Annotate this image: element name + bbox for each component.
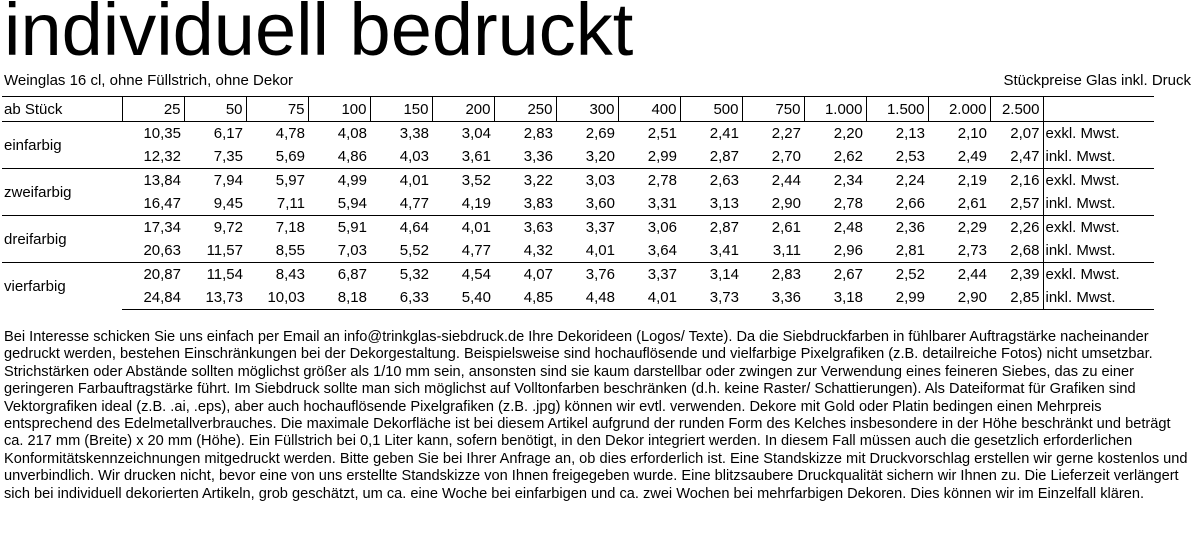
price-cell: 2,07: [1010, 125, 1040, 142]
row-label: dreifarbig: [2, 216, 122, 263]
price-cell: 2,70: [771, 148, 801, 165]
price-cell: 2,51: [647, 125, 677, 142]
price-cell: 4,01: [370, 169, 432, 193]
price-cell: 17,34: [122, 216, 184, 240]
quantity-header-cell: 250: [494, 97, 556, 122]
price-cell: 2,53: [895, 148, 925, 165]
price-cell: 4,77: [461, 242, 491, 259]
price-cell: 3,37: [618, 263, 680, 287]
price-cell: 9,45: [213, 195, 243, 212]
price-cell: 2,16: [990, 169, 1043, 193]
table-row: [2, 263, 1154, 287]
price-cell: 3,22: [494, 169, 556, 193]
price-cell: 3,41: [709, 242, 739, 259]
price-cell: 4,85: [494, 286, 556, 310]
price-cell: 7,11: [276, 195, 305, 212]
quantity-header-cell: 300: [556, 97, 618, 122]
price-cell: 2,73: [957, 242, 987, 259]
quantity-header-cell: 200: [432, 97, 494, 122]
price-cell: 2,69: [585, 125, 615, 142]
price-cell: 2,41: [709, 125, 739, 142]
price-cell: 2,67: [804, 263, 866, 287]
price-cell: 9,72: [184, 216, 246, 240]
price-cell: 13,73: [184, 286, 246, 310]
row-label: einfarbig: [2, 122, 122, 169]
table-row: [2, 192, 1154, 216]
price-cell: 3,37: [556, 216, 618, 240]
price-cell: 3,31: [647, 195, 677, 212]
price-cell: 13,84: [122, 169, 184, 193]
table-row: [2, 286, 1154, 310]
tax-note: inkl. Mwst.: [1043, 239, 1154, 263]
price-cell: 3,83: [523, 195, 553, 212]
tax-note: inkl. Mwst.: [1043, 286, 1154, 310]
price-cell: 2,49: [957, 148, 987, 165]
price-cell: 2,20: [833, 125, 863, 142]
price-cell: 2,47: [1010, 148, 1040, 165]
price-cell: 3,38: [399, 125, 429, 142]
price-cell: 2,44: [928, 263, 990, 287]
price-cell: 4,08: [337, 125, 367, 142]
price-cell: 3,36: [523, 148, 553, 165]
price-cell: 2,87: [709, 148, 739, 165]
price-cell: 2,85: [990, 286, 1043, 310]
quantity-header-cell: 75: [246, 97, 308, 122]
price-cell: 4,86: [337, 148, 367, 165]
price-cell: 2,39: [990, 263, 1043, 287]
price-cell: 2,68: [1010, 242, 1040, 259]
price-cell: 3,36: [742, 286, 804, 310]
price-cell: 2,13: [895, 125, 925, 142]
price-cell: 20,87: [122, 263, 184, 287]
price-cell: 8,43: [246, 263, 308, 287]
price-cell: 2,44: [742, 169, 804, 193]
tax-note: inkl. Mwst.: [1043, 192, 1154, 216]
price-cell: 2,66: [895, 195, 925, 212]
price-cell: 2,83: [523, 125, 553, 142]
price-cell: 3,13: [709, 195, 739, 212]
price-cell: 2,81: [895, 242, 925, 259]
price-cell: 2,78: [833, 195, 863, 212]
price-cell: 2,48: [804, 216, 866, 240]
price-cell: 2,99: [647, 148, 677, 165]
tax-note: exkl. Mwst.: [1043, 263, 1154, 287]
price-cell: 11,54: [184, 263, 246, 287]
price-cell: 4,01: [432, 216, 494, 240]
table-row: [2, 145, 1154, 169]
quantity-header-cell: 2.500: [990, 97, 1043, 122]
price-cell: 5,52: [399, 242, 429, 259]
subtitle-row: [4, 72, 1191, 90]
price-cell: 4,32: [523, 242, 553, 259]
price-cell: 2,61: [742, 216, 804, 240]
price-cell: 2,99: [866, 286, 928, 310]
quantity-header-cell: 500: [680, 97, 742, 122]
price-cell: 24,84: [122, 286, 184, 310]
price-cell: 20,63: [143, 242, 181, 259]
price-cell: 16,47: [143, 195, 181, 212]
price-cell: 7,18: [246, 216, 308, 240]
price-cell: 2,61: [957, 195, 987, 212]
table-row: [2, 169, 1154, 193]
price-cell: 4,48: [556, 286, 618, 310]
price-cell: 2,90: [771, 195, 801, 212]
price-cell: 11,57: [206, 242, 243, 259]
header-label: ab Stück: [2, 97, 122, 122]
quantity-header-cell: 2.000: [928, 97, 990, 122]
price-cell: 2,24: [866, 169, 928, 193]
price-cell: 2,34: [804, 169, 866, 193]
price-cell: 3,73: [680, 286, 742, 310]
price-cell: 3,20: [585, 148, 615, 165]
price-cell: 8,55: [275, 242, 305, 259]
price-cell: 2,62: [833, 148, 863, 165]
price-cell: 7,03: [337, 242, 367, 259]
price-cell: 7,35: [213, 148, 243, 165]
price-cell: 2,26: [990, 216, 1043, 240]
header-tax-cell: [1043, 97, 1154, 122]
price-cell: 2,83: [742, 263, 804, 287]
quantity-header-cell: 100: [308, 97, 370, 122]
price-cell: 2,52: [866, 263, 928, 287]
price-cell: 3,64: [647, 242, 677, 259]
price-cell: 7,94: [184, 169, 246, 193]
price-cell: 2,57: [1010, 195, 1040, 212]
price-cell: 4,03: [399, 148, 429, 165]
price-cell: 10,35: [143, 125, 181, 142]
price-cell: 4,19: [461, 195, 491, 212]
quantity-header-cell: 1.500: [866, 97, 928, 122]
price-cell: 2,63: [680, 169, 742, 193]
quantity-header-cell: 1.000: [804, 97, 866, 122]
price-cell: 10,03: [246, 286, 308, 310]
price-cell: 3,06: [618, 216, 680, 240]
price-cell: 4,99: [308, 169, 370, 193]
quantity-header-cell: 25: [122, 97, 184, 122]
price-cell: 4,78: [275, 125, 305, 142]
product-description: Weinglas 16 cl, ohne Füllstrich, ohne Dekor: [4, 72, 294, 89]
price-cell: 3,14: [680, 263, 742, 287]
price-cell: 3,52: [432, 169, 494, 193]
price-cell: 2,87: [680, 216, 742, 240]
price-note: Stückpreise Glas inkl. Druck: [1003, 72, 1191, 89]
price-cell: 8,18: [308, 286, 370, 310]
price-cell: 3,18: [804, 286, 866, 310]
price-cell: 2,10: [957, 125, 987, 142]
price-cell: 4,54: [432, 263, 494, 287]
tax-note: exkl. Mwst.: [1043, 122, 1154, 146]
price-cell: 4,01: [618, 286, 680, 310]
quantity-header-cell: 750: [742, 97, 804, 122]
info-paragraph: Bei Interesse schicken Sie uns einfach per Email an info@trinkglas-siebdruck.de Ihre Dekorideen (Logos/ Texte). Da die Siebdruckfarben in fühlbarer Auftragstärke nacheinander gedruckt werden, bestehen Einschränkungen bei der Dekorgestaltung. Beispielsweise sind hochauflösende und vielfarbige Pixelgrafiken (z.B. detailreiche Fotos) nicht umsetzbar. Strichstärken oder Abstände sollten möglichst größer als 1/10 mm sein, ansonsten sind sie kaum darstellbar oder zwingen zur Verwendung eines feineren Siebes, das zu einer geringeren Farbauftragstärke führt. Im Siebdruck sollte man sich möglichst auf Volltonfarben beschränken (d.h. keine Raster/ Schattierungen). Als Dateiformat für Grafiken sind Vektorgrafiken ideal (z.B. .ai, .eps), aber auch hochauflösende Pixelgrafiken (z.B. .jpg) können wir evtl. verwenden. Dekore mit Gold oder Platin bedingen einen Mehrpreis entsprechend des Edelmetallverbrauches. Die maximale Dekorfläche ist bei diesem Artikel aufgrund der runden Form des Kelches insbesondere in der Höhe beschränkt und beträgt ca. 217 mm (Breite) x 20 mm (Höhe). Ein Füllstrich bei 0,1 Liter kann, sofern benötigt, in den Dekor integriert werden. In diesem Fall müssen auch die gesetzlich erforderlichen Konformitätskennzeichnungen mitgedruckt werden. Bitte geben Sie bei Ihrer Anfrage an, ob dies erforderlich ist. Eine Standskizze mit Druckvorschlag erstellen wir gerne kostenlos und unverbindlich. Wir drucken nicht, bevor eine von uns erstellte Standskizze von Ihnen freigegeben wurde. Eine blitzsaubere Druckqualität sichern wir Ihnen zu. Die Lieferzeit verlängert sich bei individuell dekorierten Artikeln, grob geschätzt, um ca. eine Woche bei einfarbigen und ca. zwei Wochen bei mehrfarbigen Dekoren. Dies können wir im Einzelfall klären.: [4, 329, 1188, 502]
row-label: zweifarbig: [2, 169, 122, 216]
table-row: [2, 216, 1154, 240]
price-cell: 6,17: [213, 125, 243, 142]
quantity-header-cell: 400: [618, 97, 680, 122]
price-cell: 2,78: [618, 169, 680, 193]
price-cell: 4,01: [585, 242, 615, 259]
row-label: vierfarbig: [2, 263, 122, 310]
price-cell: 5,94: [337, 195, 367, 212]
quantity-header-cell: 50: [184, 97, 246, 122]
table-row: [2, 239, 1154, 263]
price-cell: 5,97: [246, 169, 308, 193]
price-cell: 3,63: [494, 216, 556, 240]
price-cell: 4,07: [494, 263, 556, 287]
price-cell: 5,40: [432, 286, 494, 310]
price-cell: 5,91: [308, 216, 370, 240]
price-cell: 3,03: [556, 169, 618, 193]
price-cell: 2,90: [928, 286, 990, 310]
table-row: [2, 122, 1154, 146]
price-cell: 5,32: [370, 263, 432, 287]
price-cell: 3,61: [461, 148, 491, 165]
price-cell: 5,69: [275, 148, 305, 165]
price-table: [2, 96, 1154, 310]
price-cell: 3,11: [772, 242, 801, 259]
price-cell: 3,04: [461, 125, 491, 142]
price-cell: 6,87: [308, 263, 370, 287]
quantity-header-cell: 150: [370, 97, 432, 122]
tax-note: exkl. Mwst.: [1043, 169, 1154, 193]
price-cell: 12,32: [143, 148, 181, 165]
price-cell: 4,77: [399, 195, 429, 212]
price-cell: 2,19: [928, 169, 990, 193]
tax-note: exkl. Mwst.: [1043, 216, 1154, 240]
price-cell: 2,29: [928, 216, 990, 240]
tax-note: inkl. Mwst.: [1043, 145, 1154, 169]
page-title: individuell bedruckt: [4, 0, 634, 71]
price-cell: 2,27: [771, 125, 801, 142]
price-cell: 4,64: [370, 216, 432, 240]
price-cell: 6,33: [370, 286, 432, 310]
price-cell: 2,96: [833, 242, 863, 259]
price-cell: 2,36: [866, 216, 928, 240]
price-cell: 3,76: [556, 263, 618, 287]
quantity-header-row: [2, 97, 1154, 122]
price-cell: 3,60: [585, 195, 615, 212]
